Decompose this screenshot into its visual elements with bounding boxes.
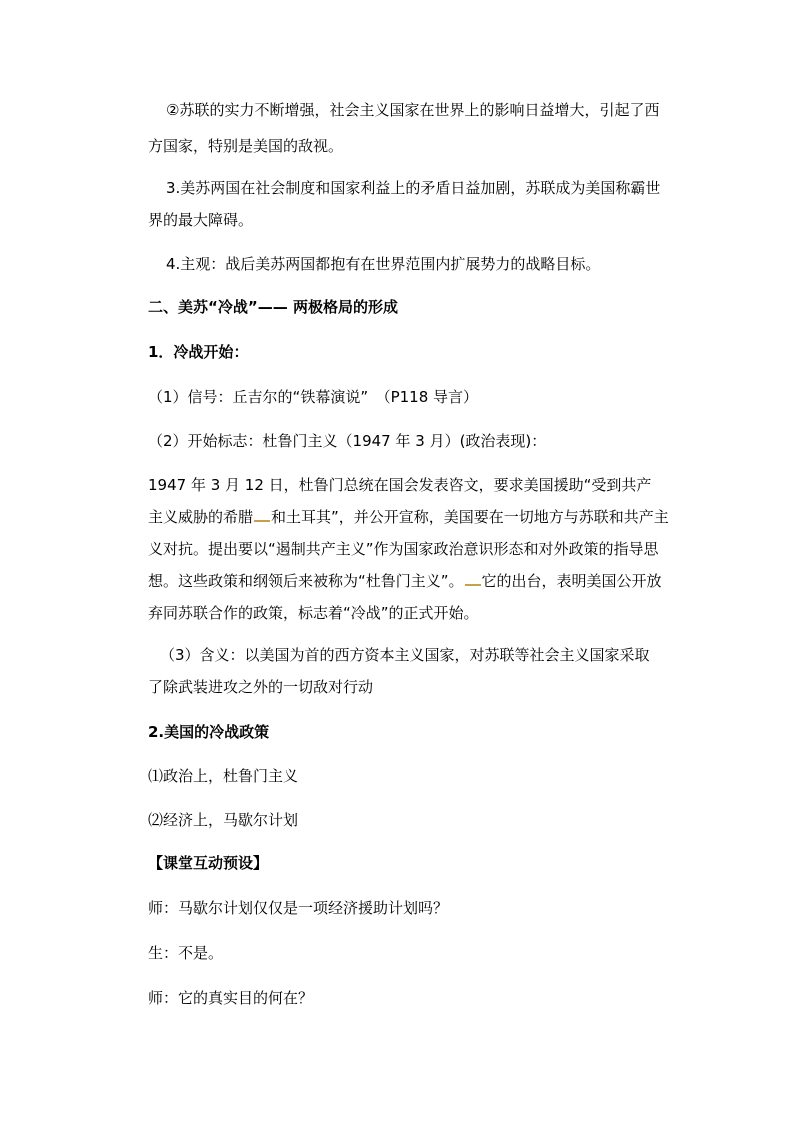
section-label: 【课堂互动预设】 [148,854,269,872]
text-fragment: 和土耳其”，并公开宣称，美国要在一切地方与苏联和共产主 [271,508,669,526]
text-line: 师：马歇尔计划仅仅是一项经济援助计划吗？ [148,899,449,917]
text-fragment: 它的出台，表明美国公开放 [481,572,662,590]
text-line: 4.主观：战后美苏两国都抱有在世界范围内扩展势力的战略目标。 [166,255,601,273]
text-line: （2）开始标志：杜鲁门主义（1947 年 3 月）(政治表现)： [148,432,547,450]
text-line: ⑴政治上，杜鲁门主义 [148,767,299,785]
text-line: ②苏联的实力不断增强，社会主义国家在世界上的影响日益增大，引起了西 [166,101,660,119]
text-line: 义对抗。提出要以“遏制共产主义”作为国家政治意识形态和对外政策的指导思 [148,540,659,558]
text-line: （3）含义：以美国为首的西方资本主义国家，对苏联等社会主义国家采取 [160,646,650,664]
subsection-heading: 1．冷战开始： [148,343,249,361]
subsection-heading: 2.美国的冷战政策 [148,723,270,741]
highlight-mark [465,574,481,586]
text-line [148,507,669,527]
text-line: 了除武装进攻之外的一切敌对行动 [148,678,374,696]
highlight-mark [254,510,270,522]
text-fragment: 主义威胁的希腊 [148,508,254,526]
text-line: 1947 年 3 月 12 日，杜鲁门总统在国会发表咨文，要求美国援助“受到共产 [148,476,652,494]
text-line: 3.美苏两国在社会制度和国家利益上的矛盾日益加剧，苏联成为美国称霸世 [166,179,661,197]
text-line: 弃同苏联合作的政策，标志着“冷战”的正式开始。 [148,604,479,622]
text-line: 师：它的真实目的何在？ [148,989,314,1007]
text-fragment: 想。这些政策和纲领后来被称为“杜鲁门主义”。 [148,572,464,590]
text-line: 方国家，特别是美国的敌视。 [148,137,344,155]
text-line: 界的最大障碍。 [148,211,254,229]
text-line: 生：不是。 [148,944,224,962]
text-line: ⑵经济上，马歇尔计划 [148,811,299,829]
text-line [148,571,662,591]
section-heading: 二、美苏“冷战”—— 两极格局的形成 [148,298,398,316]
text-line: （1）信号：丘吉尔的“铁幕演说” （P118 导言） [148,388,479,406]
